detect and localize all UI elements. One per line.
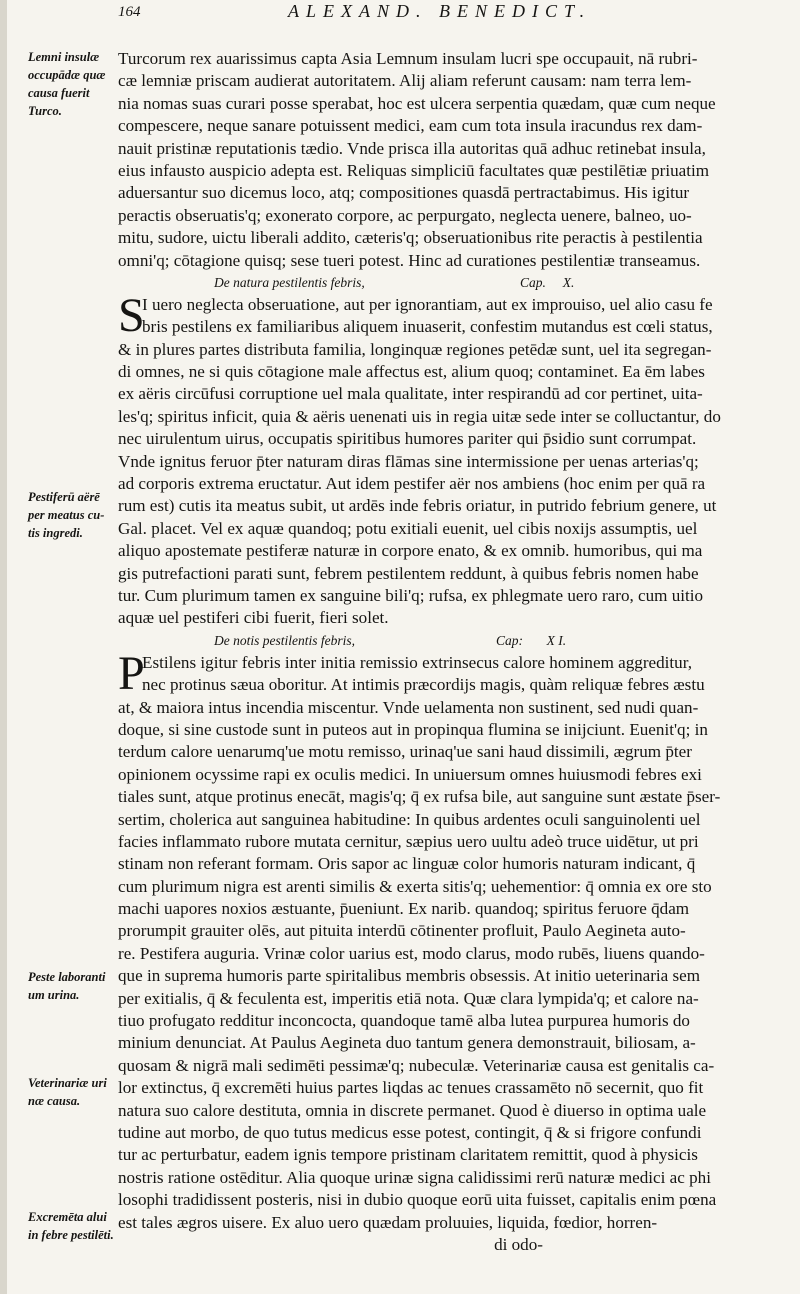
margin-note-line: in febre pestilēti. [28, 1228, 114, 1242]
chapter-xi-paragraph [118, 646, 790, 1257]
text-line: rum est) cutis ita meatus subit, ut ardēs inde febris oriatur, in putrido febrium genere, ut [118, 496, 717, 516]
text-line: quosam & nigrā mali sedimēti pessimæ'q; nubeculæ. Veterinariæ causa est genitalis ca- [118, 1055, 715, 1075]
text-line: losophi tradidissent posteris, nisi in dubio quoque eorū uita fuisset, capitalis enim pœna [118, 1190, 717, 1210]
margin-note-line: Veterinariæ uri [28, 1076, 107, 1090]
margin-note-line: tis ingredi. [28, 526, 83, 540]
text-line: eius infausto auspicio adepta est. Reliquas simpliciū facultates quæ pestilētiæ priuatim [118, 160, 710, 180]
margin-note-line: Peste laboranti [28, 970, 106, 984]
text-line: nauit pristinæ reputationis tædio. Vnde prisca illa autoritas quā adhuc retinebat insula, [118, 138, 706, 158]
text-line: di odo- [118, 1234, 543, 1254]
text-line: ad corporis extrema eructatur. Aut idem pestifer aër nos ambiens (hoc enim per quā ra [118, 474, 706, 494]
margin-note-line: Pestiferū aërē [28, 490, 100, 504]
margin-note-line: causa fuerit [28, 86, 90, 100]
text-line: nia nomas suas curari posse sperabat, hoc est ulcera serpentia quædam, quæ cum neque [118, 93, 716, 113]
chapter-number: Cap: X I. [496, 632, 567, 648]
margin-note-excrementa [28, 1208, 118, 1244]
text-line: I uero neglecta obseruatione, aut per ignorantiam, aut ex improuiso, uel alio casu fe [142, 294, 713, 314]
chapter-title: De notis pestilentis febris, [214, 632, 355, 648]
margin-note-line: occupādæ quæ [28, 68, 106, 82]
text-line: stinam non referant formam. Oris sapor ac linguæ color humoris naturam indicant, q̄ [118, 854, 696, 874]
margin-note-line: Lemni insulæ [28, 50, 100, 64]
text-line: tur ac perturbatur, eadem ignis tempore pristinam claritatem remittit, quod à physicis [118, 1145, 698, 1165]
text-line: aquæ uel pestiferi cibi fuerit, fieri solet. [118, 608, 389, 628]
chapter-heading-xi [118, 630, 790, 652]
margin-note-line: per meatus cu- [28, 508, 105, 522]
text-line: opinionem ocyssime rapi ex oculis medici. In uniuersum omnes huiusmodi febres exi [118, 764, 702, 784]
text-line: gis putrefactioni parati sunt, febrem pestilentem reddunt, à quibus febris nomen habe [118, 563, 699, 583]
text-line: at, & maiora intus incendia miscentur. Vnde uelamenta non sustinent, sed nudi quan- [118, 697, 699, 717]
text-line: les'q; spiritus inficit, quia & aëris uenenati uis in regia uitæ sede inter se colluctantur, do [118, 406, 721, 426]
text-line: per exitialis, q̄ & feculenta est, imperitis etiā nota. Quæ clara lympida'q; et calore na- [118, 988, 699, 1008]
chapter-heading-x [118, 272, 790, 294]
page-gutter-shadow [0, 0, 7, 1294]
margin-note-peste [28, 968, 118, 1004]
text-line: nec protinus sæua oboritur. At intimis præcordijs magis, quàm reliquæ febres æstu [142, 675, 705, 695]
margin-note-lemni [28, 48, 118, 120]
margin-note-line: næ causa. [28, 1094, 81, 1108]
text-line: Turcorum rex auarissimus capta Asia Lemnum insulam lucri spe occupauit, nā rubri- [118, 49, 698, 68]
text-line: nec uirulentum uirus, occupatis spiritibus humores pariter qui p̄sidio sunt corrumpat. [118, 429, 697, 449]
text-line: bris pestilens ex familiaribus aliquem inuaserit, confestim mutandus est cœli status, [142, 317, 713, 337]
margin-note-line: um urina. [28, 988, 80, 1002]
text-line: mitu, sudore, uictu liberali addito, cæteris'q; obseruationibus rite peractis à pestilentia [118, 228, 703, 248]
text-line: Estilens igitur febris inter initia remissio extrinsecus calore hominem aggreditur, [142, 652, 692, 672]
text-line: aduersantur suo dicemus loco, atq; compositiones quasdā pertractabimus. His igitur [118, 183, 690, 203]
text-line: & in plures partes distributa familia, longinquæ regiones petēdæ sunt, uel ita segregan- [118, 339, 712, 359]
text-line: cæ lemniæ priscam audierat autoritatem. Alij aliam referunt causam: nam terra lem- [118, 71, 692, 91]
text-line: tudine aut morbo, de quo tutus medicus esse potest, contingit, q̄ & si frigore confundi [118, 1122, 702, 1142]
text-line: terdum calore uenarumq'ue motu remisso, urinaq'ue sani haud dissimili, ægrum p̄ter [118, 742, 692, 762]
text-line: cum plurimum nigra est arenti similis & exerta sitis'q; uehementior: q̄ omnia ex ore sto [118, 876, 712, 896]
text-line: tiales sunt, atque protinus enecāt, magis'q; q̄ ex rufsa bile, aut sanguine sunt æstate p̄ser- [118, 787, 721, 807]
text-line: re. Pestifera auguria. Vrinæ color uarius est, modo clarus, modo rubēs, liuens quando- [118, 943, 705, 963]
text-line: tiuo profugato redditur inconcocta, quandoque tamē alba lutea purpurea humoris do [118, 1011, 690, 1031]
text-line: compescere, neque sanare potuissent medici, eam cum tota insula iracundus rex dam- [118, 116, 703, 136]
chapter-title: De natura pestilentis febris, [214, 274, 365, 290]
text-line: doque, si sine custode sunt in puteos aut in propinqua flumina se inijciunt. Euenit'q; in [118, 719, 708, 739]
main-text-column [118, 48, 790, 1256]
text-line: Vnde ignitus feruor p̄ter naturam diras flāmas sine intermissione per uenas arterias'q; [118, 451, 699, 471]
text-line: omni'q; cōtagione quisq; sese tueri potest. Hinc ad curationes pestilentiæ transeamus. [118, 250, 701, 270]
chapter-number: Cap. X. [520, 274, 575, 290]
margin-note-pestiferum [28, 488, 118, 542]
text-line: lor extinctus, q̄ excremēti huius partes liqdas ac tenues crassamēto nō secernit, quo fit [118, 1078, 704, 1098]
running-title: ALEXAND. BENEDICT. [288, 1, 592, 21]
page-header [118, 0, 790, 30]
text-line: prorumpit grauiter olēs, aut pituita interdū cōtinenter profluit, Paulo Aegineta auto- [118, 921, 686, 941]
text-line: tur. Cum plurimum tamen ex sanguine bili'q; rufsa, ex phlegmate uero raro, cum uitio [118, 585, 704, 605]
text-line: est tales ægros uisere. Ex aluo uero quædam proluuies, liquida, fœdior, horren- [118, 1212, 658, 1232]
text-line: aliquo apostemate pestiferæ naturæ in corpore enato, & ex omnib. humoribus, qui ma [118, 541, 703, 561]
chapter-x-paragraph [118, 288, 790, 630]
text-line: peractis obseruatis'q; exonerato corpore, ac perpurgato, neglecta uenere, balneo, uo- [118, 205, 692, 225]
page-number: 164 [118, 4, 141, 20]
text-line: natura suo calore destituta, omnia in discrete permanet. Quod è diuerso in optima uale [118, 1100, 707, 1120]
margin-note-line: Turco. [28, 104, 62, 118]
text-line: minium denunciat. At Paulus Aegineta duo tantum genera demonstrauit, biliosam, a- [118, 1033, 696, 1053]
margin-note-veterinariae [28, 1074, 118, 1110]
margin-note-line: Excremēta alui [28, 1210, 107, 1224]
intro-paragraph [118, 48, 790, 272]
drop-initial: S [118, 288, 145, 342]
text-line: nostris ratione ostēditur. Alia quoque urinæ signa calidissimi rerū naturæ medici ac phi [118, 1167, 711, 1187]
text-line: machi uapores noxios æstuante, p̄ueniunt. Ex narib. quandoq; spiritus feruore q̄dam [118, 899, 690, 919]
text-line: facies inflammato rubore mutata cernitur, sæpius uero uultu adeò truce uidētur, ut pri [118, 831, 699, 851]
drop-initial: P [118, 646, 145, 700]
text-line: ex aëris circūfusi corruptione uel mala qualitate, inter respirandū ad cor pertinet, uita- [118, 384, 703, 404]
text-line: di omnes, ne si quis cōtagione male affectus est, alium quoq; contaminet. Ea ēm labes [118, 362, 705, 382]
text-line: que in suprema humoris parte spiritalibus membris obsessis. At initio ueterinaria sem [118, 966, 701, 986]
text-line: sertim, cholerica aut sanguinea habitudine: In quibus ardentes oculi sanguinolenti uel [118, 809, 701, 829]
text-line: Gal. placet. Vel ex aquæ quandoq; potu exitiali euenit, uel cibis noxijs assumptis, uel [118, 518, 698, 538]
